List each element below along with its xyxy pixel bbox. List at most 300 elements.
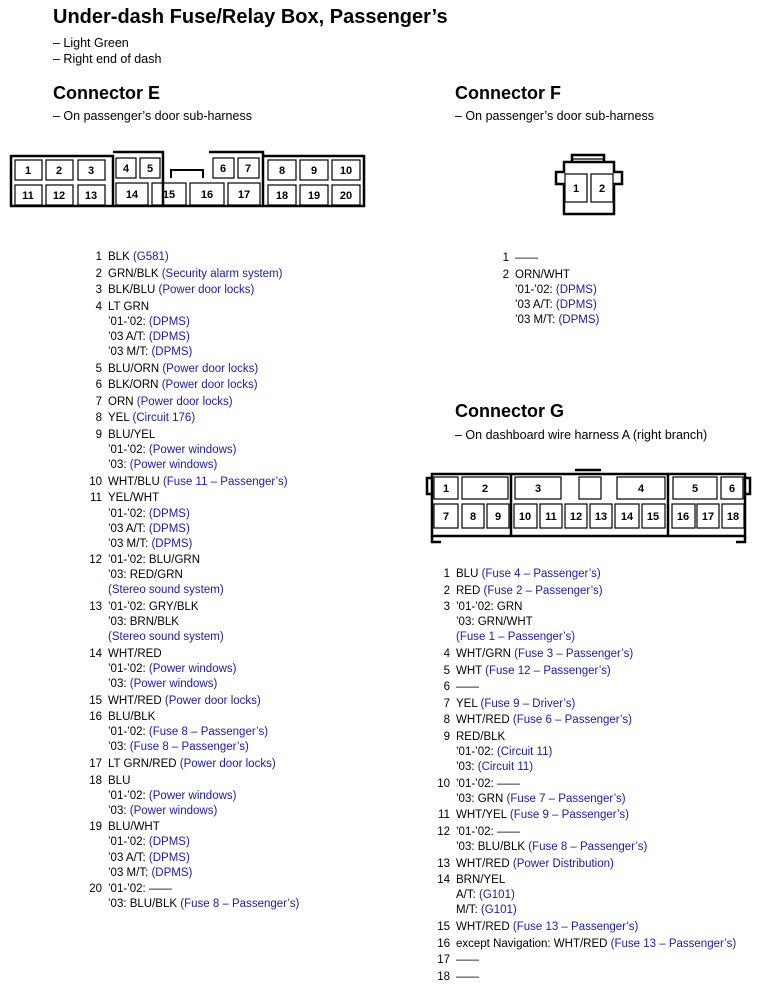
pin-line: [108, 267, 400, 282]
pin-line: [108, 897, 400, 912]
pin-line: [456, 680, 758, 695]
pin-label: 11: [545, 511, 557, 523]
pin-entry: [428, 697, 758, 712]
pin-line: [108, 362, 400, 377]
pin-line: [108, 600, 400, 615]
circuit-reference: (DPMS): [151, 346, 193, 359]
pin-label: 16: [200, 189, 214, 201]
pin-line: [456, 664, 758, 679]
pin-line: [515, 251, 747, 266]
pin-label: 14: [620, 511, 634, 523]
pin-label: 6: [728, 483, 736, 495]
pin-entry: [487, 268, 747, 328]
pin-line: [108, 789, 400, 804]
pin-line: [108, 710, 400, 725]
pin-line: [108, 866, 400, 881]
pin-entry: [80, 283, 400, 298]
wire-description: ’01-’02: BLU/GRN: [108, 554, 201, 567]
pin-entry: [80, 647, 400, 692]
pin-entry: [80, 411, 400, 426]
circuit-reference: (Power door locks): [162, 362, 259, 375]
pin-entry: [428, 713, 758, 728]
wire-description: BLK/BLU: [108, 284, 159, 297]
circuit-reference: (Fuse 8 – Passenger’s): [528, 841, 648, 854]
pin-line: [456, 647, 758, 662]
wire-description: LT GRN/RED: [108, 758, 180, 770]
circuit-reference: (Power windows): [129, 804, 218, 817]
wire-description: BLU: [108, 774, 131, 787]
pin-line: [456, 825, 758, 840]
circuit-reference: (G101): [480, 904, 517, 917]
pin-number: 18: [437, 970, 450, 983]
pin-line: [456, 713, 758, 728]
pin-line: [108, 507, 400, 522]
pin-line: [456, 840, 758, 855]
pin-entry: [80, 553, 400, 598]
circuit-reference: (Circuit 11): [496, 746, 553, 759]
pin-line: [108, 615, 400, 630]
connector-g-heading: Connector G: [455, 401, 565, 421]
pin-number: 10: [89, 475, 102, 488]
pin-entry: [80, 710, 400, 755]
wire-description: ’01-’02:: [108, 836, 149, 849]
pin-entry: [80, 475, 400, 490]
pin-line: [108, 804, 400, 819]
pin-line: [456, 730, 758, 745]
pin-number: 13: [89, 601, 102, 614]
pin-line: [456, 792, 758, 807]
wire-description: ORN/WHT: [515, 268, 570, 281]
pin-number: 19: [89, 821, 102, 834]
wire-description: ’03 A/T:: [515, 298, 556, 311]
circuit-reference: (Stereo sound system): [108, 631, 224, 644]
pin-line: [456, 777, 758, 792]
wire-description: ’03:: [108, 804, 130, 817]
pin-number: 18: [89, 774, 102, 787]
pin-label: 12: [52, 190, 66, 202]
pin-label: 14: [125, 189, 139, 201]
circuit-reference: (DPMS): [148, 507, 190, 520]
pin-line: [456, 873, 758, 888]
pin-line: [456, 697, 758, 712]
pin-label: 15: [162, 189, 176, 201]
connector-e-heading: Connector E: [53, 83, 161, 103]
pin-label: 3: [87, 165, 95, 177]
pin-line: [456, 970, 758, 985]
pin-number: 7: [443, 697, 450, 710]
pin-number: 3: [443, 601, 450, 614]
wire-description: ’03 M/T:: [108, 346, 152, 359]
pin-entry: [428, 825, 758, 855]
pin-line: [108, 740, 400, 755]
pin-label: 10: [339, 165, 353, 177]
pin-label: 17: [701, 511, 715, 523]
pin-line: [108, 677, 400, 692]
circuit-reference: (DPMS): [148, 522, 190, 535]
connector-f-diagram: [540, 150, 640, 222]
wire-description: ’01-’02: ——: [456, 777, 520, 790]
wire-description: ’01-’02:: [456, 746, 497, 759]
pin-line: [108, 647, 400, 662]
pin-label: 9: [494, 511, 502, 523]
wire-description: ’03:: [456, 761, 478, 774]
pin-entry: [80, 395, 400, 410]
pin-number: 1: [95, 251, 102, 263]
connector-f-location: – On passenger’s door sub-harness: [455, 109, 654, 123]
pin-line: [456, 953, 758, 968]
wire-description: ’03: BLU/BLK: [108, 898, 181, 911]
pin-entry: [80, 820, 400, 880]
wire-description: ’01-’02:: [108, 507, 149, 520]
wire-description: WHT/GRN: [456, 647, 515, 660]
pin-line: [456, 857, 758, 872]
pin-line: [456, 600, 758, 615]
pin-number: 4: [443, 647, 450, 660]
wire-description: WHT/RED: [108, 647, 162, 660]
circuit-reference: (Power door locks): [161, 379, 258, 392]
pin-entry: [428, 970, 758, 985]
pin-line: [515, 298, 747, 313]
wire-description: ORN: [108, 395, 137, 408]
circuit-reference: (Power windows): [129, 459, 218, 472]
wire-description: ’01-’02:: [108, 444, 149, 457]
pin-label: 20: [339, 190, 353, 202]
pin-entry: [428, 584, 758, 599]
pin-number: 2: [443, 584, 450, 597]
wire-description: WHT/RED: [456, 921, 513, 934]
pin-number: 2: [95, 267, 102, 280]
pin-line: [515, 313, 747, 328]
pin-label: 1: [442, 483, 450, 495]
pin-number: 9: [95, 429, 102, 442]
circuit-reference: (Circuit 11): [477, 761, 534, 774]
pin-line: [456, 615, 758, 630]
wire-description: ’01-’02:: [108, 726, 149, 739]
pin-number: 3: [95, 284, 102, 297]
wire-description: ’03:: [108, 741, 130, 754]
connector-f-pin-list: [487, 251, 747, 328]
wire-description: BLU/WHT: [108, 821, 160, 834]
pin-entry: [80, 362, 400, 377]
pin-line: [456, 937, 758, 952]
circuit-reference: (G101): [479, 889, 515, 902]
pin-line: [108, 378, 400, 393]
wire-description: ’03: GRN: [456, 792, 507, 805]
pin-label: 5: [691, 483, 699, 495]
wire-description: WHT/RED: [456, 857, 513, 870]
pin-entry: [80, 491, 400, 551]
pin-line: [108, 250, 400, 265]
pin-line: [108, 630, 400, 645]
pin-number: 7: [95, 395, 102, 408]
connector-g-pin-list: [428, 567, 758, 985]
pin-line: [456, 920, 758, 935]
circuit-reference: (Fuse 8 – Passenger’s): [148, 726, 269, 739]
circuit-reference: (Stereo sound system): [108, 584, 224, 597]
wire-description: ’03: RED/GRN: [108, 569, 183, 582]
circuit-reference: (Power door locks): [179, 758, 276, 770]
color-note: – Light Green: [53, 36, 129, 50]
circuit-reference: (Fuse 12 – Passenger’s): [485, 664, 611, 677]
pin-label: 8: [278, 165, 286, 177]
wire-description: BLK: [108, 251, 133, 263]
wire-description: ——: [456, 954, 479, 967]
pin-line: [108, 568, 400, 583]
pin-line: [108, 475, 400, 490]
wire-description: WHT/YEL: [456, 809, 510, 822]
pin-label: 7: [442, 511, 450, 523]
circuit-reference: (Power Distribution): [512, 857, 614, 870]
pin-line: [515, 283, 747, 298]
pin-label: 10: [518, 511, 532, 523]
connector-g-location: – On dashboard wire harness A (right branch): [455, 428, 708, 442]
pin-entry: [428, 920, 758, 935]
circuit-reference: (DPMS): [148, 315, 190, 328]
pin-line: [108, 300, 400, 315]
pin-line: [108, 443, 400, 458]
pin-line: [515, 268, 747, 283]
wire-description: LT GRN: [108, 300, 150, 313]
pin-line: [108, 395, 400, 410]
pin-label: 17: [237, 189, 251, 201]
pin-line: [456, 567, 758, 582]
pin-number: 1: [443, 568, 450, 580]
pin-label: 7: [244, 163, 252, 175]
pin-number: 6: [95, 379, 102, 392]
pin-line: [108, 411, 400, 426]
wire-description: ’01-’02: ——: [108, 883, 172, 896]
pin-number: 12: [89, 554, 102, 567]
pin-label: 16: [676, 511, 690, 523]
wire-description: ——: [515, 252, 538, 264]
pin-entry: [428, 730, 758, 775]
pin-line: [108, 882, 400, 897]
circuit-reference: (Power windows): [148, 662, 237, 675]
pin-label: 4: [637, 483, 645, 495]
wire-description: ’03 M/T:: [515, 313, 559, 326]
pin-line: [456, 808, 758, 823]
pin-line: [108, 522, 400, 537]
pin-label: 6: [219, 163, 227, 175]
connector-e-pin-list: [80, 250, 400, 912]
pin-entry: [80, 882, 400, 912]
circuit-reference: (DPMS): [555, 298, 597, 311]
wire-description: WHT: [456, 664, 486, 677]
pin-line: [108, 820, 400, 835]
circuit-reference: (Fuse 9 – Passenger’s): [509, 809, 629, 822]
pin-line: [456, 584, 758, 599]
pin-line: [108, 345, 400, 360]
circuit-reference: (Fuse 13 – Passenger’s): [610, 937, 737, 950]
pin-number: 5: [443, 664, 450, 677]
circuit-reference: (Security alarm system): [161, 267, 283, 280]
wire-description: BLU/ORN: [108, 362, 163, 375]
wire-description: ’01-’02:: [108, 662, 149, 675]
pin-number: 1: [502, 252, 509, 264]
pin-entry: [428, 600, 758, 645]
connector-e-diagram: [0, 148, 380, 220]
circuit-reference: (Fuse 9 – Driver’s): [480, 697, 576, 710]
wire-description: ’01-’02: GRY/BLK: [108, 601, 199, 614]
circuit-reference: (Power door locks): [164, 694, 261, 707]
pin-number: 12: [437, 826, 450, 838]
wire-description: ’03: BLU/BLK: [456, 841, 529, 854]
circuit-reference: (Fuse 3 – Passenger’s): [514, 647, 634, 660]
circuit-reference: (Fuse 4 – Passenger’s): [481, 568, 601, 580]
circuit-reference: (Power windows): [129, 678, 218, 691]
pin-entry: [428, 937, 758, 952]
pin-label: 15: [646, 511, 660, 523]
pin-entry: [80, 694, 400, 709]
pin-number: 8: [95, 412, 102, 425]
pin-number: 5: [95, 362, 102, 375]
wire-description: ’03:: [108, 678, 130, 691]
circuit-reference: (Fuse 8 – Passenger’s): [129, 741, 249, 754]
circuit-reference: (DPMS): [148, 836, 190, 849]
wire-description: RED/BLK: [456, 730, 506, 743]
circuit-reference: (G581): [132, 251, 169, 263]
pin-number: 20: [89, 883, 102, 896]
pin-line: [456, 745, 758, 760]
wire-description: ’03 M/T:: [108, 866, 152, 879]
wire-description: M/T:: [456, 904, 481, 917]
pin-number: 9: [443, 730, 450, 743]
connector-e-location: – On passenger’s door sub-harness: [53, 109, 252, 123]
wire-description: WHT/RED: [456, 714, 513, 727]
wire-description: ’03 M/T:: [108, 537, 152, 550]
location-note: – Right end of dash: [53, 52, 162, 66]
pin-label: 3: [534, 483, 542, 495]
wire-description: ’03: BRN/BLK: [108, 616, 179, 629]
pin-entry: [80, 300, 400, 360]
circuit-reference: (DPMS): [148, 851, 190, 864]
wire-description: ’03 A/T:: [108, 330, 149, 343]
pin-number: 4: [95, 300, 102, 313]
pin-label: 12: [569, 511, 583, 523]
pin-entry: [428, 777, 758, 807]
wire-description: BLU/BLK: [108, 711, 156, 724]
pin-number: 10: [437, 777, 450, 790]
pin-line: [456, 888, 758, 903]
pin-line: [108, 694, 400, 709]
circuit-reference: (Fuse 6 – Passenger’s): [512, 714, 632, 727]
wire-description: ’01-’02: GRN: [456, 601, 523, 614]
pin-entry: [80, 774, 400, 819]
connector-g-diagram: [425, 466, 755, 548]
wire-description: ’03 A/T:: [108, 522, 149, 535]
pin-entry: [428, 873, 758, 918]
pin-line: [108, 774, 400, 789]
wire-description: ’03: GRN/WHT: [456, 616, 533, 629]
pin-line: [108, 553, 400, 568]
page-title: Under-dash Fuse/Relay Box, Passenger’s: [53, 6, 448, 28]
pin-line: [108, 725, 400, 740]
pin-entry: [428, 680, 758, 695]
wire-description: ’03 A/T:: [108, 851, 149, 864]
pin-number: 6: [443, 681, 450, 694]
pin-line: [108, 428, 400, 443]
pin-line: [108, 835, 400, 850]
pin-label: 1: [24, 165, 32, 177]
wire-description: ’01-’02:: [108, 315, 149, 328]
pin-number: 14: [437, 874, 450, 887]
pin-label: 13: [84, 190, 98, 202]
pin-entry: [487, 251, 747, 266]
wire-description: except Navigation: WHT/RED: [456, 937, 611, 950]
pin-line: [108, 283, 400, 298]
circuit-reference: (Fuse 7 – Passenger’s): [506, 792, 626, 805]
pin-line: [456, 630, 758, 645]
pin-entry: [80, 428, 400, 473]
pin-entry: [80, 600, 400, 645]
wire-description: RED: [456, 584, 484, 597]
wire-description: YEL: [456, 697, 481, 710]
pin-entry: [428, 808, 758, 823]
pin-number: 8: [443, 714, 450, 727]
pin-line: [108, 851, 400, 866]
pin-label: 19: [307, 190, 321, 202]
pin-label: 5: [146, 163, 154, 175]
pin-entry: [80, 378, 400, 393]
circuit-reference: (Power windows): [148, 789, 237, 802]
pin-number: 16: [437, 937, 450, 950]
wire-description: YEL: [108, 412, 133, 425]
wire-description: BLU: [456, 568, 482, 580]
circuit-reference: (DPMS): [151, 866, 193, 879]
pin-line: [456, 903, 758, 918]
wire-description: A/T:: [456, 889, 480, 902]
pin-line: [108, 757, 400, 772]
wire-description: BRN/YEL: [456, 874, 506, 887]
pin-number: 16: [89, 711, 102, 724]
circuit-reference: (Power door locks): [158, 284, 255, 297]
wire-description: BLU/YEL: [108, 429, 156, 442]
pin-entry: [80, 267, 400, 282]
pin-label: 2: [481, 483, 489, 495]
wire-description: ’01-’02:: [108, 789, 149, 802]
pin-label: 1: [572, 183, 580, 195]
circuit-reference: (Circuit 176): [132, 412, 196, 425]
pin-label: 4: [122, 163, 130, 175]
pin-entry: [80, 757, 400, 772]
pin-label: 2: [598, 183, 606, 195]
pin-number: 11: [438, 809, 450, 822]
pin-line: [108, 315, 400, 330]
wire-description: ——: [456, 970, 479, 983]
pin-entry: [428, 664, 758, 679]
circuit-reference: (Fuse 8 – Passenger’s): [180, 898, 300, 911]
wire-description: BLK/ORN: [108, 379, 162, 392]
pin-entry: [80, 250, 400, 265]
wire-description: WHT/BLU: [108, 475, 163, 488]
circuit-reference: (Fuse 13 – Passenger’s): [512, 921, 639, 934]
pin-number: 13: [437, 857, 450, 870]
pin-label: 18: [275, 190, 289, 202]
wire-description: GRN/BLK: [108, 267, 162, 280]
pin-label: 11: [22, 190, 34, 202]
pin-label: 13: [594, 511, 608, 523]
pin-line: [108, 491, 400, 506]
circuit-reference: (Power door locks): [136, 395, 233, 408]
wire-description: ——: [456, 681, 479, 694]
pin-number: 17: [89, 758, 102, 770]
wire-description: ’01-’02:: [515, 283, 556, 296]
circuit-reference: (DPMS): [558, 313, 600, 326]
wire-description: ’01-’02: ——: [456, 826, 520, 838]
pin-line: [108, 330, 400, 345]
pin-number: 15: [437, 921, 450, 934]
circuit-reference: (Fuse 2 – Passenger’s): [483, 584, 603, 597]
